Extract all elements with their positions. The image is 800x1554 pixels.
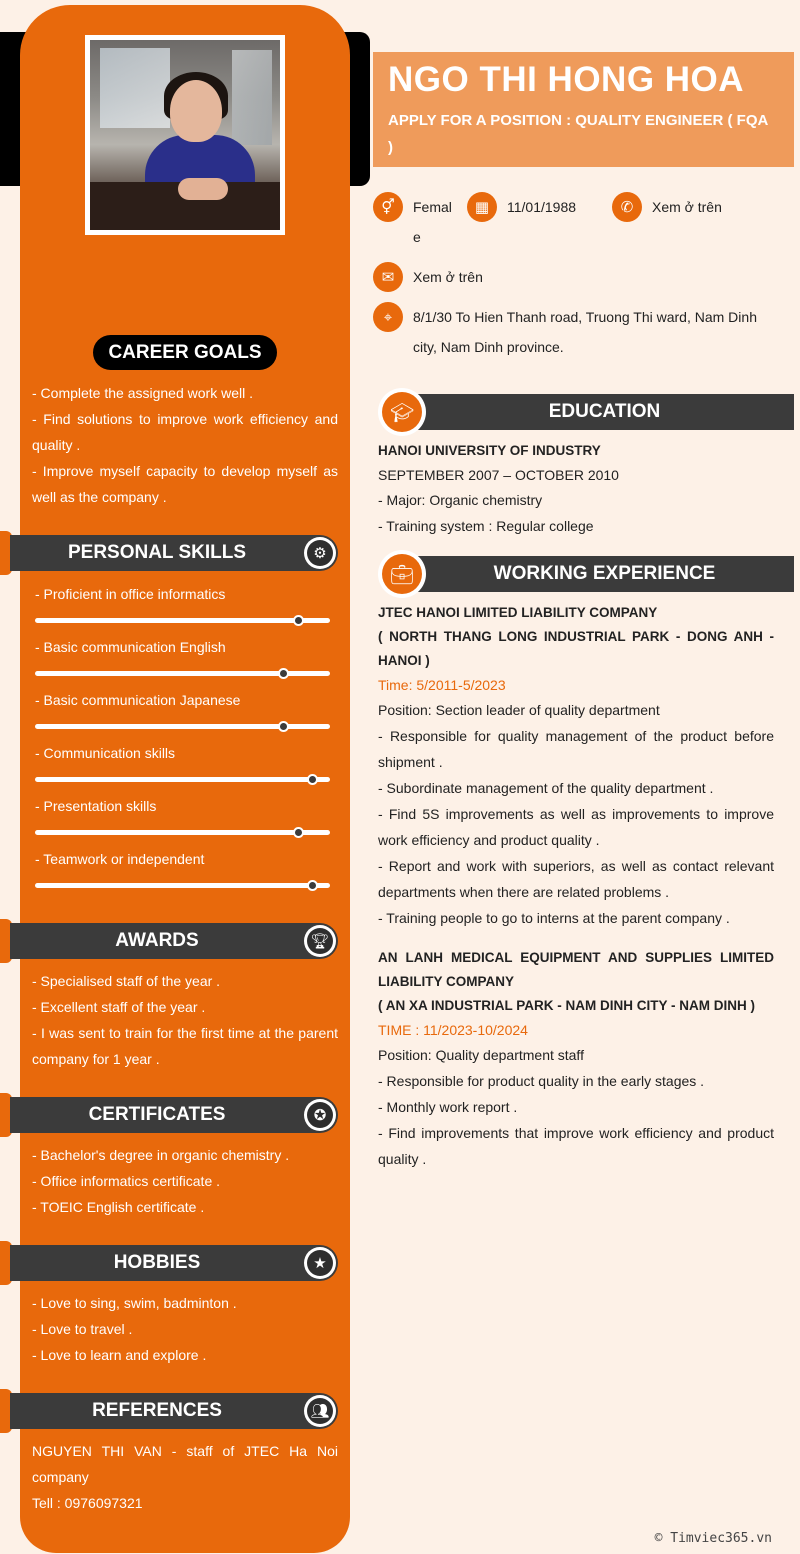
users-icon: 👥︎ bbox=[304, 1395, 336, 1427]
skill-level-knob bbox=[293, 827, 304, 838]
graduation-cap-icon: 🎓︎ bbox=[378, 388, 426, 436]
photo-image bbox=[90, 40, 280, 230]
skill-item bbox=[35, 638, 330, 656]
phone-icon: ✆ bbox=[612, 192, 642, 222]
personal-skills-header bbox=[10, 535, 338, 571]
hobby-item: - Love to travel . bbox=[32, 1321, 133, 1337]
applied-position: APPLY FOR A POSITION : QUALITY ENGINEER ( FQA ) bbox=[388, 112, 768, 156]
job-company: JTEC HANOI LIMITED LIABILITY COMPANY bbox=[378, 605, 658, 620]
skill-level-knob bbox=[293, 615, 304, 626]
award-item: - Excellent staff of the year . bbox=[32, 999, 206, 1015]
job-company: AN LANH MEDICAL EQUIPMENT AND SUPPLIES LIMITED LIABILITY COMPANY bbox=[378, 950, 774, 989]
skill-level-knob bbox=[278, 668, 289, 679]
certificate-item: - Office informatics certificate . bbox=[32, 1173, 221, 1189]
career-goal-item: - Complete the assigned work well . bbox=[32, 385, 253, 401]
profile-photo bbox=[85, 35, 285, 235]
skill-track bbox=[35, 777, 330, 782]
job-position: Position: Quality department staff bbox=[378, 1047, 584, 1063]
awards-title: AWARDS bbox=[115, 930, 199, 951]
skill-track bbox=[35, 883, 330, 888]
certificates-header bbox=[10, 1097, 338, 1133]
star-icon: ★ bbox=[304, 1247, 336, 1279]
skill-item bbox=[35, 691, 330, 709]
references-title: REFERENCES bbox=[92, 1400, 222, 1421]
career-goal-item: - Find solutions to improve work efficiency and quality . bbox=[32, 411, 338, 453]
education-item: - Major: Organic chemistry bbox=[378, 492, 543, 508]
briefcase-icon: 💼︎ bbox=[378, 550, 426, 598]
job-entry bbox=[378, 946, 774, 1172]
certificates-title: CERTIFICATES bbox=[88, 1104, 226, 1125]
trophy-icon: 🏆︎ bbox=[304, 925, 336, 957]
skill-label: - Presentation skills bbox=[35, 798, 157, 814]
hobby-item: - Love to learn and explore . bbox=[32, 1347, 207, 1363]
education-item: - Training system : Regular college bbox=[378, 518, 594, 534]
education-period: SEPTEMBER 2007 – OCTOBER 2010 bbox=[378, 467, 619, 483]
skill-item bbox=[35, 744, 330, 762]
experience-section bbox=[378, 601, 774, 1172]
skill-label: - Basic communication English bbox=[35, 639, 226, 655]
references-header bbox=[10, 1393, 338, 1429]
skill-label: - Communication skills bbox=[35, 745, 176, 761]
career-goals-title: CAREER GOALS bbox=[93, 335, 277, 370]
skill-item bbox=[35, 797, 330, 815]
job-location: ( AN XA INDUSTRIAL PARK - NAM DINH CITY - NAM DINH ) bbox=[378, 998, 755, 1013]
reference-phone: Tell : 0976097321 bbox=[32, 1495, 143, 1511]
footer-credit: © Timviec365.vn bbox=[654, 1531, 772, 1546]
job-duty: - Subordinate management of the quality department . bbox=[378, 780, 714, 796]
job-entry bbox=[378, 601, 774, 931]
skill-track bbox=[35, 724, 330, 729]
skill-track bbox=[35, 618, 330, 623]
reference-item: NGUYEN THI VAN - staff of JTEC Ha Noi company bbox=[32, 1443, 338, 1485]
career-goals-list bbox=[32, 380, 338, 510]
awards-list bbox=[32, 968, 338, 1072]
job-time: Time: 5/2011-5/2023 bbox=[378, 677, 506, 693]
awards-header bbox=[10, 923, 338, 959]
skill-level-knob bbox=[278, 721, 289, 732]
medal-icon: ✪ bbox=[304, 1099, 336, 1131]
calendar-icon: ▦ bbox=[467, 192, 497, 222]
phone-text: Xem ở trên bbox=[652, 199, 722, 215]
email-text: Xem ở trên bbox=[413, 269, 483, 285]
gear-icon: ⚙ bbox=[304, 537, 336, 569]
job-duty: - Monthly work report . bbox=[378, 1099, 518, 1115]
references-list bbox=[32, 1438, 338, 1516]
skill-label: - Basic communication Japanese bbox=[35, 692, 241, 708]
job-position: Position: Section leader of quality department bbox=[378, 702, 660, 718]
hobbies-header bbox=[10, 1245, 338, 1281]
gender-text: Female bbox=[413, 199, 452, 245]
certificates-list bbox=[32, 1142, 338, 1220]
experience-header: WORKING EXPERIENCE bbox=[395, 556, 794, 592]
skill-label: - Proficient in office informatics bbox=[35, 586, 226, 602]
job-duty: - Training people to go to interns at the parent company . bbox=[378, 910, 730, 926]
certificate-item: - TOEIC English certificate . bbox=[32, 1199, 205, 1215]
hobbies-list bbox=[32, 1290, 338, 1368]
name-header bbox=[373, 52, 794, 167]
skill-item bbox=[35, 850, 330, 868]
birth-date: 11/01/1988 bbox=[507, 199, 577, 215]
job-duty: - Find improvements that improve work efficiency and product quality . bbox=[378, 1125, 774, 1167]
personal-skills-title: PERSONAL SKILLS bbox=[67, 542, 247, 563]
career-goal-item: - Improve myself capacity to develop myself as well as the company . bbox=[32, 463, 338, 505]
job-duty: - Responsible for quality management of the product before shipment . bbox=[378, 728, 774, 770]
job-location: ( NORTH THANG LONG INDUSTRIAL PARK - DONG ANH - HANOI ) bbox=[378, 629, 774, 668]
skill-item bbox=[35, 585, 330, 603]
school-name: HANOI UNIVERSITY OF INDUSTRY bbox=[378, 443, 601, 458]
gender-icon: ⚥ bbox=[373, 192, 403, 222]
award-item: - I was sent to train for the first time at the parent company for 1 year . bbox=[32, 1025, 338, 1067]
skill-track bbox=[35, 671, 330, 676]
job-duty: - Find 5S improvements as well as improvements to improve work efficiency and product quality . bbox=[378, 806, 774, 848]
full-name: NGO THI HONG HOA bbox=[388, 60, 745, 99]
award-item: - Specialised staff of the year . bbox=[32, 973, 221, 989]
education-header: EDUCATION bbox=[395, 394, 794, 430]
skill-label: - Teamwork or independent bbox=[35, 851, 205, 867]
address-text: 8/1/30 To Hien Thanh road, Truong Thi ward, Nam Dinh city, Nam Dinh province. bbox=[413, 309, 757, 355]
job-time: TIME : 11/2023-10/2024 bbox=[378, 1022, 528, 1038]
job-duty: - Report and work with superiors, as well as contact relevant departments when there are related problems . bbox=[378, 858, 774, 900]
education-section bbox=[378, 439, 774, 539]
hobbies-title: HOBBIES bbox=[113, 1252, 201, 1273]
skill-track bbox=[35, 830, 330, 835]
job-duty: - Responsible for product quality in the early stages . bbox=[378, 1073, 705, 1089]
certificate-item: - Bachelor's degree in organic chemistry . bbox=[32, 1147, 290, 1163]
location-icon: ⌖ bbox=[373, 302, 403, 332]
hobby-item: - Love to sing, swim, badminton . bbox=[32, 1295, 237, 1311]
email-icon: ✉ bbox=[373, 262, 403, 292]
